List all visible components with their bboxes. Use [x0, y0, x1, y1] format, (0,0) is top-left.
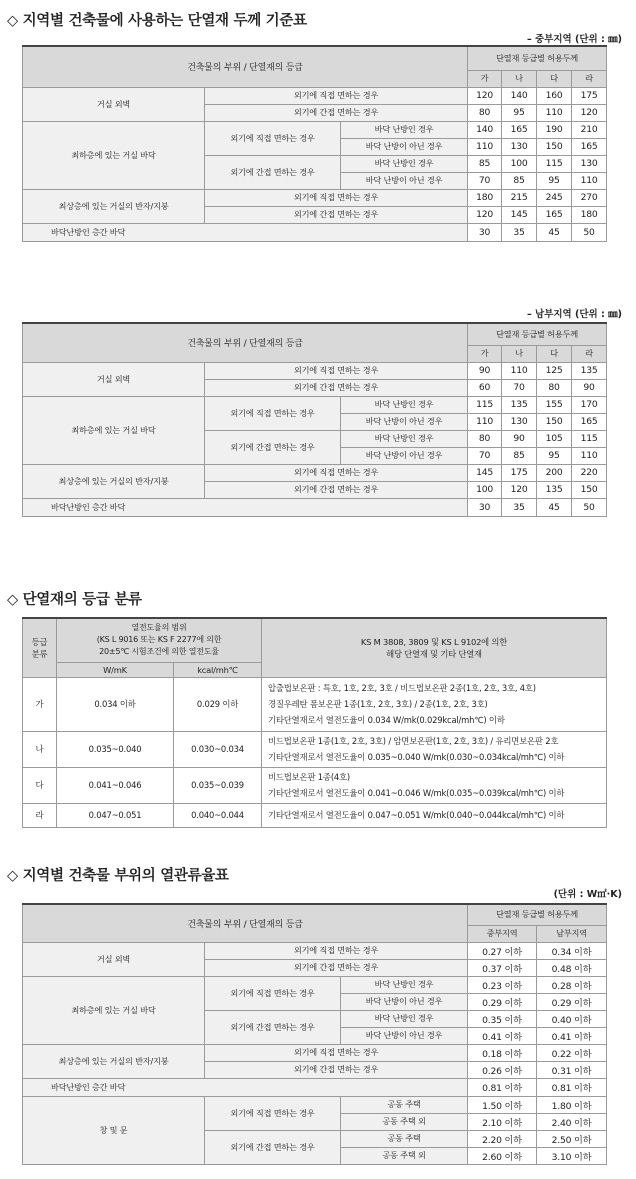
- value: 90: [572, 379, 607, 396]
- value: 2.10 이하: [468, 1113, 537, 1130]
- label-wall: 거실 외벽: [23, 942, 205, 976]
- grade-ra: 라: [572, 345, 607, 362]
- value: 70: [468, 172, 502, 189]
- thickness-table-central: [22, 45, 607, 242]
- value: 170: [572, 396, 607, 413]
- grade-ga: 가: [468, 345, 502, 362]
- range-kcal: 0.029 이하: [174, 677, 262, 731]
- value: 95: [502, 104, 537, 121]
- value: 0.31 이하: [537, 1061, 607, 1078]
- label-floor: 최하층에 있는 거실 바닥: [23, 121, 205, 189]
- value: 160: [537, 87, 572, 104]
- label-heating: 바닥 난방인 경우: [341, 976, 468, 993]
- header-south: 남부지역: [537, 925, 607, 942]
- header-part: 건축물의 부위 / 단열재의 등급: [23, 46, 468, 87]
- value: 130: [502, 138, 537, 155]
- header-part: 건축물의 부위 / 단열재의 등급: [23, 323, 468, 362]
- value: 50: [572, 223, 607, 241]
- label-interfloor: 바닥난방인 층간 바닥: [23, 498, 468, 516]
- value: 0.27 이하: [468, 942, 537, 959]
- range-wmk: 0.034 이하: [57, 677, 174, 731]
- value: 45: [537, 223, 572, 241]
- value: 190: [537, 121, 572, 138]
- header-part: 건축물의 부위 / 단열재의 등급: [23, 904, 468, 942]
- value: 0.29 이하: [537, 993, 607, 1010]
- value: 135: [537, 481, 572, 498]
- value: 2.40 이하: [537, 1113, 607, 1130]
- value: 30: [468, 498, 502, 516]
- label-noheating: 바닥 난방이 아닌 경우: [341, 1027, 468, 1044]
- value: 30: [468, 223, 502, 241]
- range-kcal: 0.030~0.034: [174, 731, 262, 767]
- value: 105: [537, 430, 572, 447]
- value: 175: [502, 464, 537, 481]
- header-allow: 단열재 등급별 허용두께: [468, 46, 607, 70]
- value: 0.35 이하: [468, 1010, 537, 1027]
- value: 110: [537, 104, 572, 121]
- header-unit-wmk: W/mK: [57, 662, 174, 677]
- label-direct: 외기에 직접 면하는 경우: [205, 87, 468, 104]
- value: 80: [468, 430, 502, 447]
- value: 0.41 이하: [468, 1027, 537, 1044]
- value: 85: [502, 172, 537, 189]
- grade-ga: 가: [468, 70, 502, 87]
- value: 150: [572, 481, 607, 498]
- value: 70: [468, 447, 502, 464]
- header-unit-kcal: kcal/mh℃: [174, 662, 262, 677]
- range-kcal: 0.035~0.039: [174, 767, 262, 803]
- label-indirect: 외기에 간접 면하는 경우: [205, 155, 341, 189]
- value: 100: [468, 481, 502, 498]
- value: 135: [502, 396, 537, 413]
- label-wall: 거실 외벽: [23, 362, 205, 396]
- value: 3.10 이하: [537, 1147, 607, 1164]
- label-indirect: 외기에 간접 면하는 경우: [205, 1010, 341, 1044]
- value: 150: [537, 138, 572, 155]
- label-nonapt: 공동 주택 외: [341, 1147, 468, 1164]
- value: 45: [537, 498, 572, 516]
- grade-classification-table: [22, 617, 607, 828]
- value: 0.26 이하: [468, 1061, 537, 1078]
- header-range: 열전도율의 범위 (KS L 9016 또는 KS F 2277에 의한 20±5℃ 시험조건에 의한 열전도율: [57, 618, 262, 662]
- value: 0.81 이하: [468, 1078, 537, 1096]
- range-kcal: 0.040~0.044: [174, 803, 262, 827]
- section1-heading: ◇ 지역별 건축물에 사용하는 단열재 두께 기준표: [7, 13, 307, 29]
- value: 175: [572, 87, 607, 104]
- label-apt: 공동 주택: [341, 1096, 468, 1113]
- value: 0.81 이하: [537, 1078, 607, 1096]
- value: 60: [468, 379, 502, 396]
- label-direct: 외기에 직접 면하는 경우: [205, 396, 341, 430]
- value: 0.37 이하: [468, 959, 537, 976]
- label-indirect: 외기에 간접 면하는 경우: [205, 104, 468, 121]
- value: 145: [502, 206, 537, 223]
- label-noheating: 바닥 난방이 아닌 경우: [341, 993, 468, 1010]
- value: 165: [572, 413, 607, 430]
- range-wmk: 0.035~0.040: [57, 731, 174, 767]
- value: 0.28 이하: [537, 976, 607, 993]
- label-interfloor: 바닥난방인 층간 바닥: [23, 1078, 468, 1096]
- section4-unit: (단위 : W㎡·K): [553, 889, 622, 900]
- label-indirect: 외기에 간접 면하는 경우: [205, 379, 468, 396]
- value: 80: [468, 104, 502, 121]
- value: 35: [502, 223, 537, 241]
- value: 180: [468, 189, 502, 206]
- label-floor: 최하층에 있는 거실 바닥: [23, 976, 205, 1044]
- value: 35: [502, 498, 537, 516]
- label-noheating: 바닥 난방이 아닌 경우: [341, 447, 468, 464]
- value: 2.20 이하: [468, 1130, 537, 1147]
- value: 130: [572, 155, 607, 172]
- value: 200: [537, 464, 572, 481]
- label-indirect: 외기에 간접 면하는 경우: [205, 1061, 468, 1078]
- label-heating: 바닥 난방인 경우: [341, 121, 468, 138]
- label-heating: 바닥 난방인 경우: [341, 396, 468, 413]
- value: 165: [537, 206, 572, 223]
- value: 1.50 이하: [468, 1096, 537, 1113]
- label-noheating: 바닥 난방이 아닌 경우: [341, 138, 468, 155]
- value: 130: [502, 413, 537, 430]
- grade-na: 나: [502, 345, 537, 362]
- label-direct: 외기에 직접 면하는 경우: [205, 942, 468, 959]
- value: 140: [502, 87, 537, 104]
- value: 150: [537, 413, 572, 430]
- header-ks: KS M 3808, 3809 및 KS L 9102에 의한 해당 단열재 및 기타 단열재: [262, 618, 607, 677]
- header-allow: 단열재 등급별 허용두께: [468, 904, 607, 925]
- value: 145: [468, 464, 502, 481]
- section3-heading: ◇ 단열재의 등급 분류: [7, 592, 142, 608]
- value: 125: [537, 362, 572, 379]
- value: 0.18 이하: [468, 1044, 537, 1061]
- label-direct: 외기에 직접 면하는 경우: [205, 189, 468, 206]
- value: 90: [468, 362, 502, 379]
- value: 120: [468, 87, 502, 104]
- value: 85: [468, 155, 502, 172]
- material-desc: 기타단열재로서 열전도율이 0.047~0.051 W/mk(0.040~0.044kcal/mh℃) 이하: [262, 803, 607, 827]
- label-indirect: 외기에 간접 면하는 경우: [205, 959, 468, 976]
- grade-cell: 가: [23, 677, 57, 731]
- label-indirect: 외기에 간접 면하는 경우: [205, 206, 468, 223]
- value: 110: [572, 447, 607, 464]
- value: 140: [468, 121, 502, 138]
- header-grade: 등급 분류: [23, 618, 57, 677]
- label-apt: 공동 주택: [341, 1130, 468, 1147]
- label-roof: 최상층에 있는 거실의 반자/지붕: [23, 464, 205, 498]
- label-noheating: 바닥 난방이 아닌 경우: [341, 172, 468, 189]
- range-wmk: 0.047~0.051: [57, 803, 174, 827]
- value: 95: [537, 447, 572, 464]
- value: 2.50 이하: [537, 1130, 607, 1147]
- value: 95: [537, 172, 572, 189]
- label-nonapt: 공동 주택 외: [341, 1113, 468, 1130]
- value: 120: [502, 481, 537, 498]
- value: 180: [572, 206, 607, 223]
- grade-cell: 라: [23, 803, 57, 827]
- label-direct: 외기에 직접 면하는 경우: [205, 1096, 341, 1130]
- value: 220: [572, 464, 607, 481]
- range-wmk: 0.041~0.046: [57, 767, 174, 803]
- material-desc: 비드법보온판 1종(1호, 2호, 3호) / 암면보온판(1호, 2호, 3호) / 유리면보온판 2호 기타단열재로서 열전도율이 0.035~0.040 W/mk(0.030~0.034kcal/mh℃) 이하: [262, 731, 607, 767]
- value: 165: [572, 138, 607, 155]
- value: 1.80 이하: [537, 1096, 607, 1113]
- value: 85: [502, 447, 537, 464]
- grade-da: 다: [537, 345, 572, 362]
- value: 80: [537, 379, 572, 396]
- label-indirect: 외기에 간접 면하는 경우: [205, 430, 341, 464]
- header-allow: 단열재 등급별 허용두께: [468, 323, 607, 345]
- value: 100: [502, 155, 537, 172]
- section2-unit: – 남부지역 (단위 : ㎜): [526, 309, 622, 320]
- value: 115: [468, 396, 502, 413]
- label-direct: 외기에 직접 면하는 경우: [205, 121, 341, 155]
- value: 110: [468, 413, 502, 430]
- value: 245: [537, 189, 572, 206]
- label-window: 창 및 문: [23, 1096, 205, 1164]
- label-interfloor: 바닥난방인 층간 바닥: [23, 223, 468, 241]
- value: 90: [502, 430, 537, 447]
- label-heating: 바닥 난방인 경우: [341, 430, 468, 447]
- value: 115: [537, 155, 572, 172]
- value: 0.48 이하: [537, 959, 607, 976]
- value: 110: [502, 362, 537, 379]
- value: 120: [468, 206, 502, 223]
- value: 215: [502, 189, 537, 206]
- value: 165: [502, 121, 537, 138]
- section1-unit: – 중부지역 (단위 : ㎜): [526, 34, 622, 45]
- value: 0.40 이하: [537, 1010, 607, 1027]
- value: 70: [502, 379, 537, 396]
- label-heating: 바닥 난방인 경우: [341, 1010, 468, 1027]
- grade-na: 나: [502, 70, 537, 87]
- grade-da: 다: [537, 70, 572, 87]
- material-desc: 압출법보온판 : 특호, 1호, 2호, 3호 / 비드법보온판 2종(1호, 2호, 3호, 4호) 경질우레탄 폼보온판 1종(1호, 2호, 3호) / 2종(1호, 2호, 3호) 기타단열재로서 열전도율이 0.034 W/mk(0.029kcal/mh℃) 이하: [262, 677, 607, 731]
- label-direct: 외기에 직접 면하는 경우: [205, 976, 341, 1010]
- value: 0.22 이하: [537, 1044, 607, 1061]
- label-roof: 최상층에 있는 거실의 반자/지붕: [23, 189, 205, 223]
- value: 0.29 이하: [468, 993, 537, 1010]
- value: 270: [572, 189, 607, 206]
- thickness-table-south: [22, 322, 607, 517]
- value: 115: [572, 430, 607, 447]
- value: 110: [468, 138, 502, 155]
- label-indirect: 외기에 간접 면하는 경우: [205, 481, 468, 498]
- value: 0.41 이하: [537, 1027, 607, 1044]
- value: 2.60 이하: [468, 1147, 537, 1164]
- label-direct: 외기에 직접 면하는 경우: [205, 464, 468, 481]
- value: 120: [572, 104, 607, 121]
- label-direct: 외기에 직접 면하는 경우: [205, 362, 468, 379]
- label-heating: 바닥 난방인 경우: [341, 155, 468, 172]
- label-direct: 외기에 직접 면하는 경우: [205, 1044, 468, 1061]
- value: 110: [572, 172, 607, 189]
- label-floor: 최하층에 있는 거실 바닥: [23, 396, 205, 464]
- header-central: 중부지역: [468, 925, 537, 942]
- grade-cell: 나: [23, 731, 57, 767]
- value: 50: [572, 498, 607, 516]
- label-indirect: 외기에 간접 면하는 경우: [205, 1130, 341, 1164]
- label-noheating: 바닥 난방이 아닌 경우: [341, 413, 468, 430]
- label-roof: 최상층에 있는 거실의 반자/지붕: [23, 1044, 205, 1078]
- value: 155: [537, 396, 572, 413]
- value: 0.23 이하: [468, 976, 537, 993]
- u-value-table: [22, 903, 607, 1165]
- grade-cell: 다: [23, 767, 57, 803]
- grade-ra: 라: [572, 70, 607, 87]
- section4-heading: ◇ 지역별 건축물 부위의 열관류율표: [7, 868, 229, 884]
- value: 210: [572, 121, 607, 138]
- material-desc: 비드법보온판 1종(4호) 기타단열재로서 열전도율이 0.041~0.046 W/mk(0.035~0.039kcal/mh℃) 이하: [262, 767, 607, 803]
- value: 0.34 이하: [537, 942, 607, 959]
- label-wall: 거실 외벽: [23, 87, 205, 121]
- value: 135: [572, 362, 607, 379]
